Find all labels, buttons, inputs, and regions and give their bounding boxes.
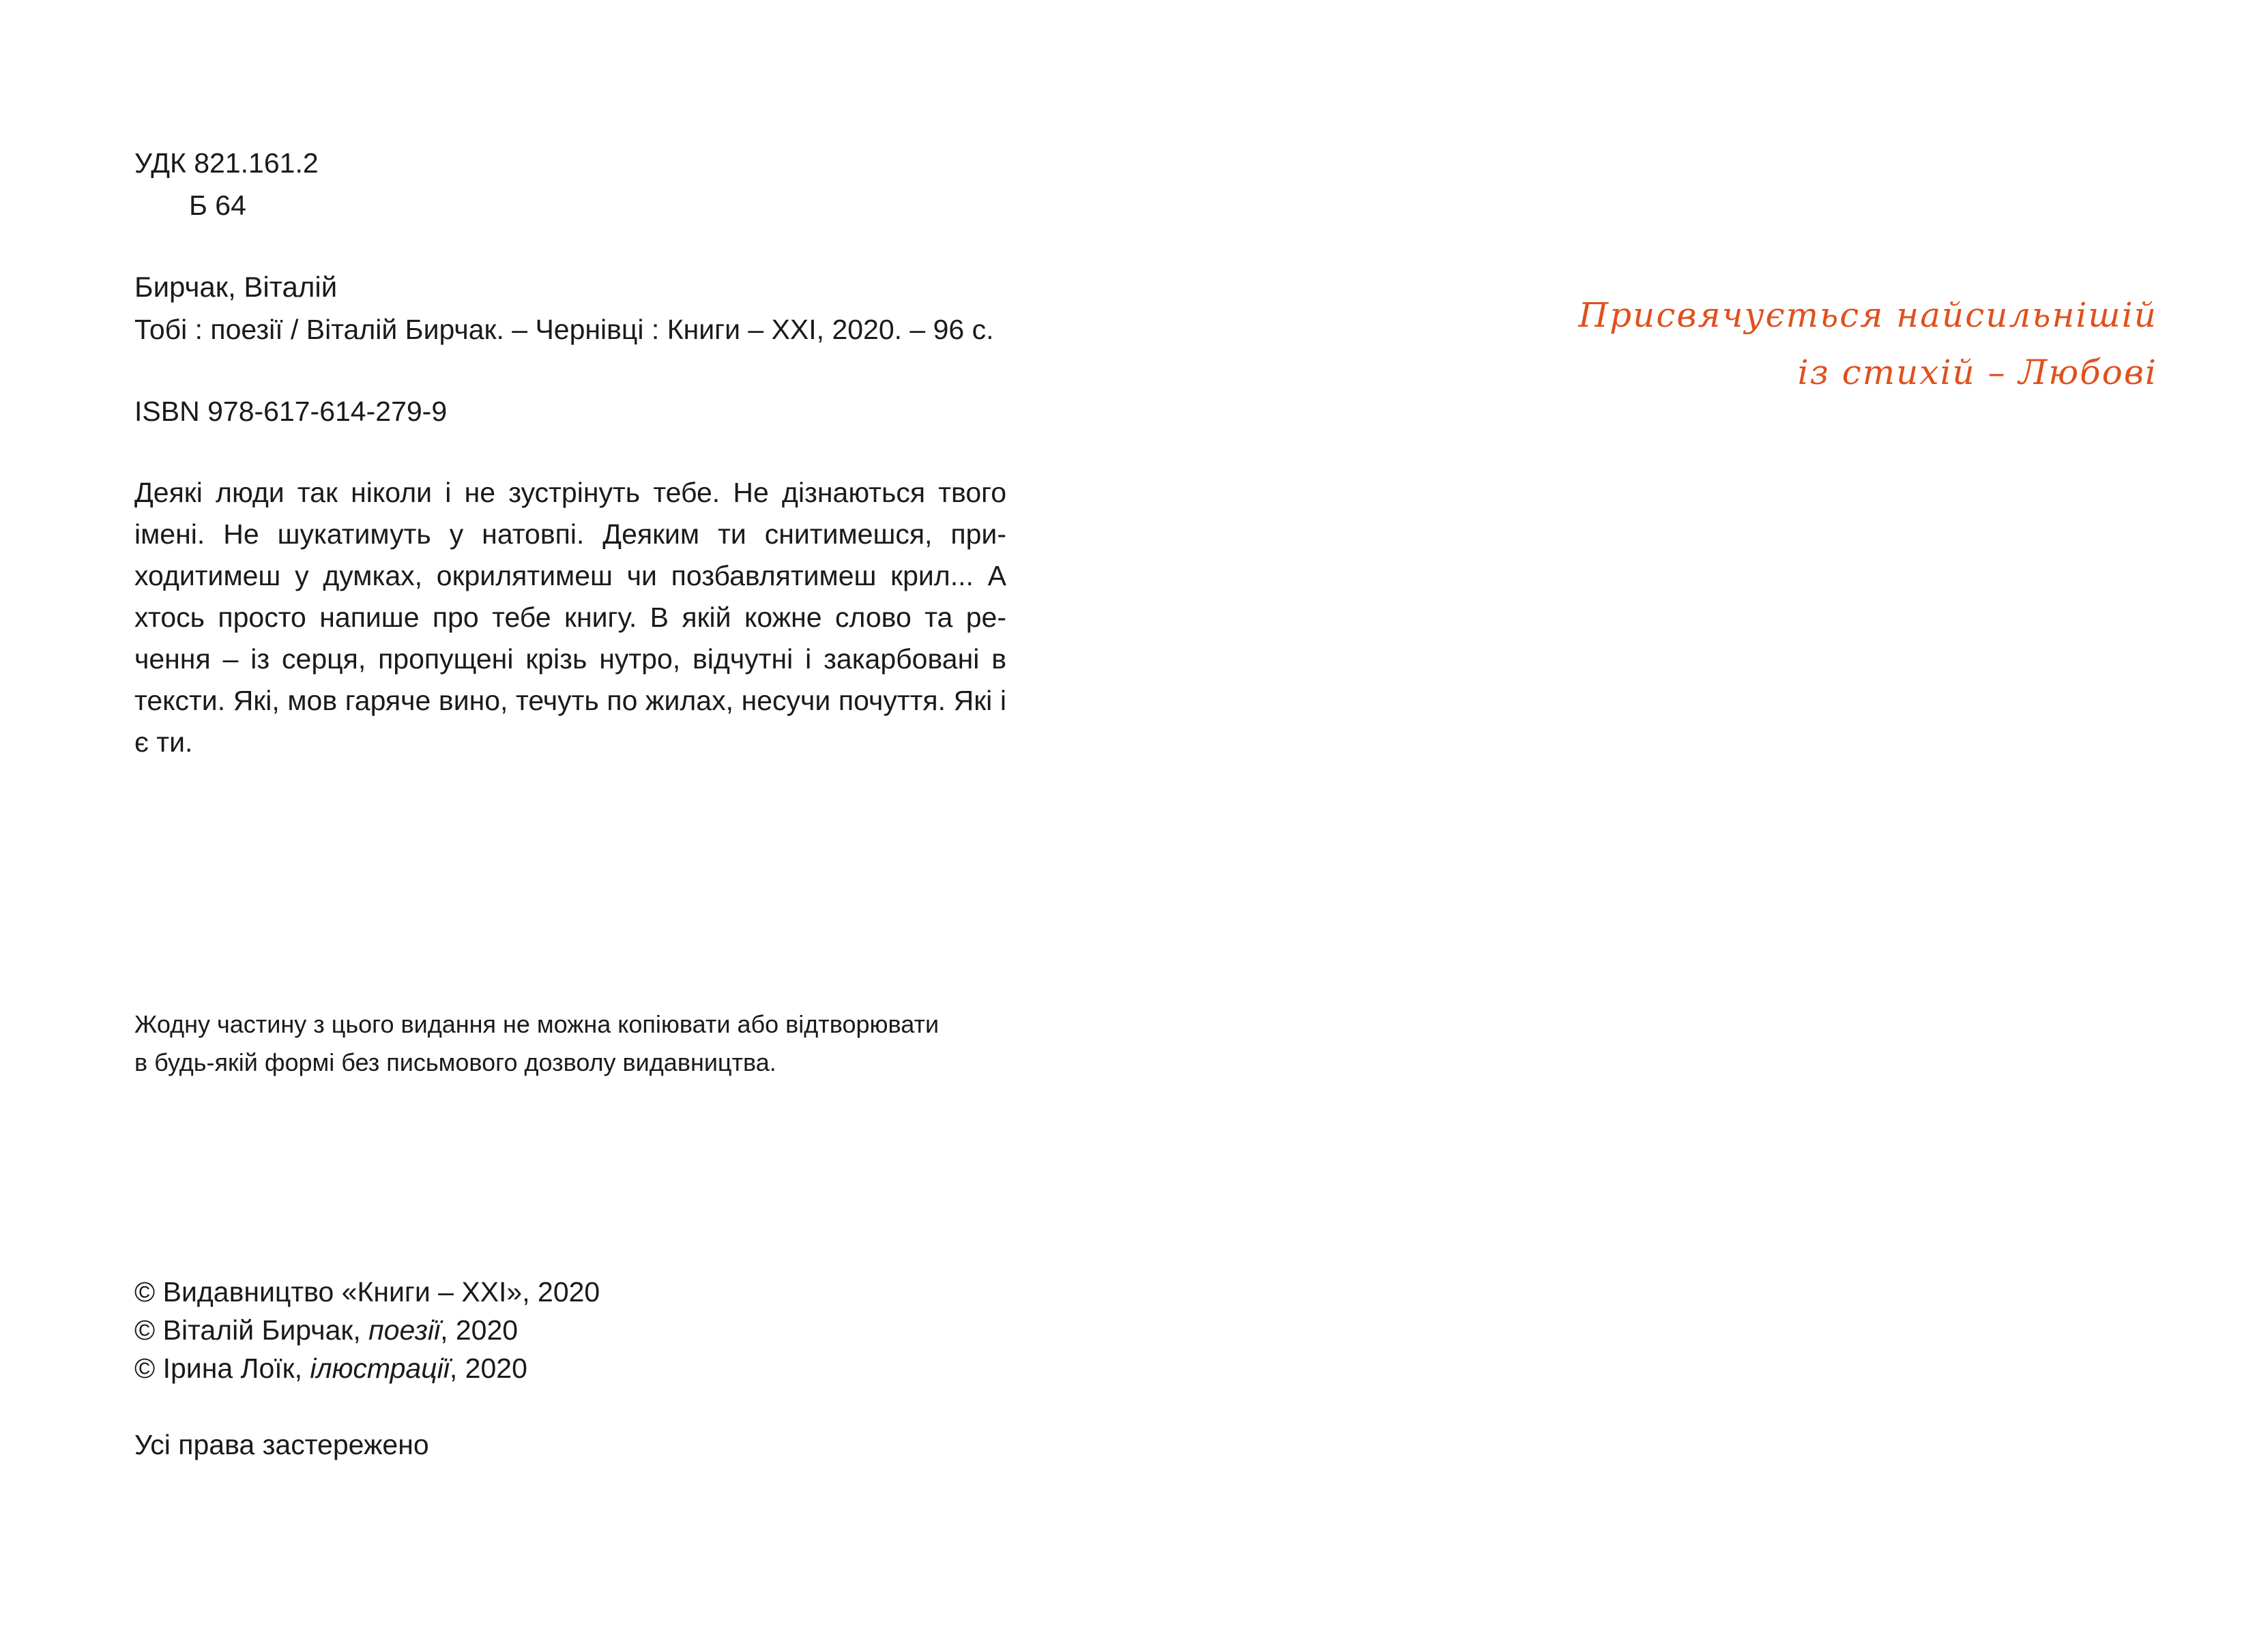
all-rights-reserved: Усі права застережено (134, 1429, 429, 1460)
author-mark: Б 64 (189, 190, 246, 221)
copyright-illustrator (134, 1349, 600, 1387)
bibliographic-record (134, 266, 1015, 351)
copyright-author-year: , 2020 (440, 1314, 519, 1346)
copyright-publisher: © Видавництво «Книги – ХХІ», 2020 (134, 1276, 600, 1308)
udk-block (134, 142, 319, 226)
copyright-author-work: поезії (368, 1314, 441, 1346)
udk-code: УДК 821.161.2 (134, 147, 319, 179)
annotation-paragraph: Деякі люди так ніколи і не зустрінуть тебе. Не дізнаються твого імені. Не шукатимуть у натовпі. Деяким ти снитимешся, приходитимеш у думках, окрилятимеш чи позбавлятимеш крил... А хтось просто напише про тебе книгу. В якій кожне слово та речення – із серця, пропущені крізь нутро, відчутні і закарбовані в тексти. Які, мов гаряче вино, течуть по жилах, несучи почуття. Які і є ти. (134, 477, 1006, 758)
dedication-line-1: Присвячується найсильнішій (1578, 295, 2157, 335)
dedication-line-2: із стихій – Любові (1797, 353, 2157, 392)
copy-notice (134, 1005, 1021, 1082)
left-page (0, 0, 1128, 1652)
bibliographic-description: Тобі : поезії / Віталій Бирчак. – Чернівці : Книги – ХХІ, 2020. – 96 с. (134, 314, 994, 345)
copyright-block (134, 1273, 600, 1387)
copyright-illustrator-year: , 2020 (449, 1353, 527, 1384)
copy-notice-line-2: в будь-якій формі без письмового дозволу видавництва. (134, 1048, 776, 1076)
copyright-author-name: © Віталій Бирчак, (134, 1314, 369, 1346)
copy-notice-line-1: Жодну частину з цього видання не можна копіювати або відтворювати (134, 1010, 940, 1038)
copyright-illustrator-work: ілюстрації (310, 1353, 450, 1384)
dedication (1579, 286, 2157, 401)
author-name: Бирчак, Віталій (134, 271, 338, 303)
right-page (1128, 0, 2257, 1652)
isbn: ISBN 978-617-614-279-9 (134, 396, 448, 427)
copyright-author (134, 1311, 600, 1349)
copyright-illustrator-name: © Ірина Лоїк, (134, 1353, 310, 1384)
